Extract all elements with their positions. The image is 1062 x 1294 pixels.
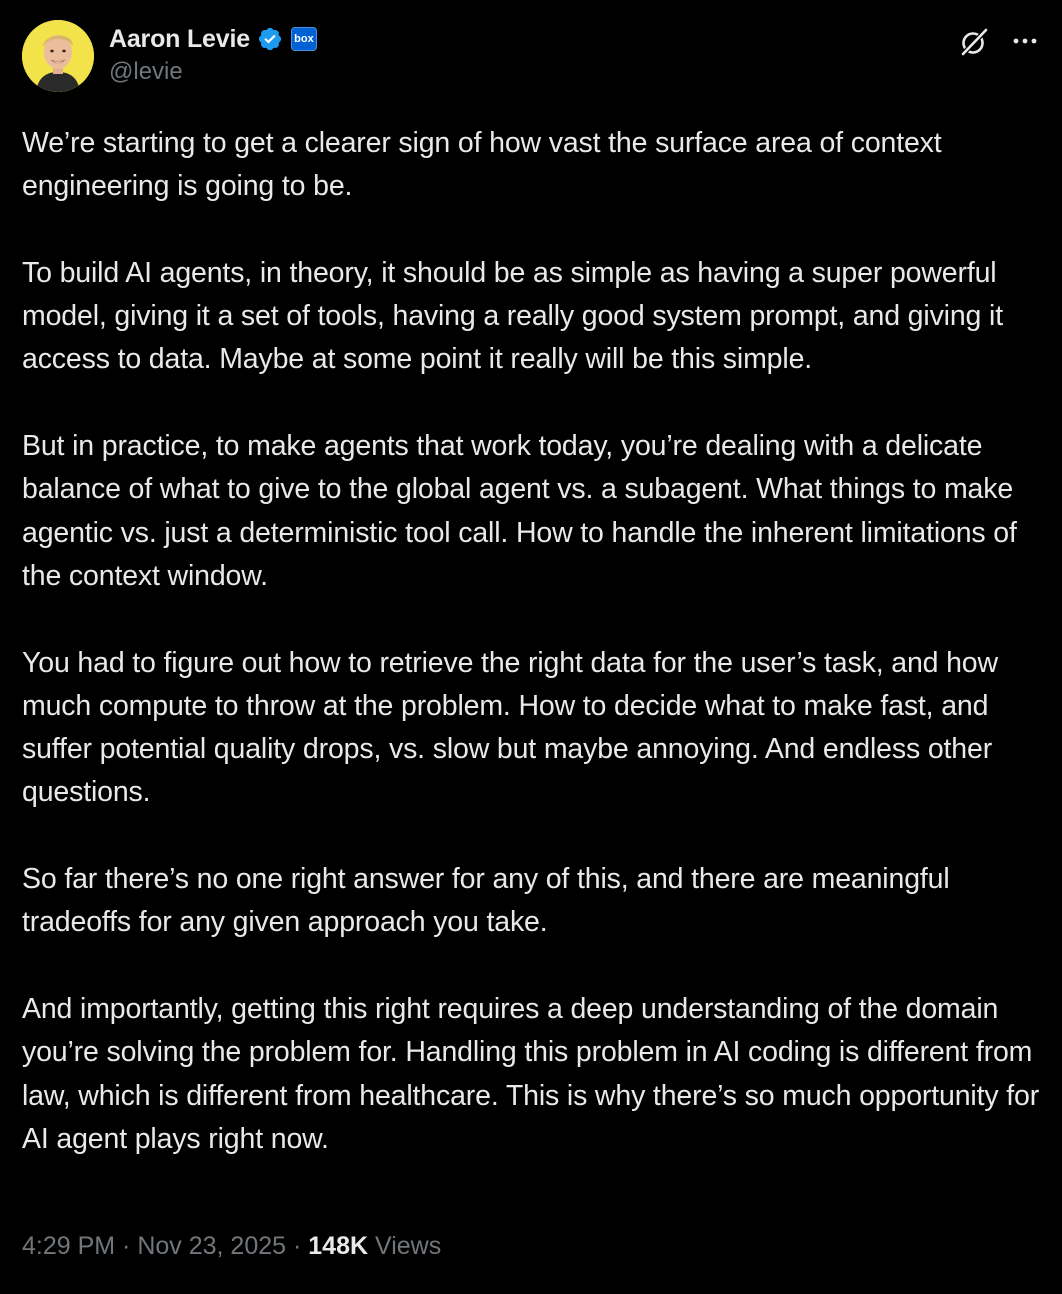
tweet-paragraph: And importantly, getting this right requires a deep understanding of the domain you’re solving the problem for. Handling this problem in AI coding is different from law, which is different from healthcare. This is why there’s so much opportunity for AI agent plays right now.: [22, 992, 1040, 1155]
meta-separator: ·: [286, 1232, 309, 1260]
name-row: [109, 22, 317, 56]
author-handle[interactable]: @levie: [109, 58, 183, 85]
meta-separator: ·: [115, 1232, 138, 1260]
more-options-icon[interactable]: [1010, 26, 1040, 56]
tweet-time[interactable]: 4:29 PM: [22, 1232, 116, 1260]
tweet-paragraph: But in practice, to make agents that work today, you’re dealing with a delicate balance of what to give to the global agent vs. a subagent. What things to make agentic vs. just a deterministic tool call. How to handle the inherent limitations of the context window.: [22, 430, 1017, 592]
grok-icon[interactable]: [958, 26, 990, 58]
views-count[interactable]: 148K: [308, 1232, 369, 1260]
tweet-meta: [22, 1232, 441, 1261]
author-display-name[interactable]: Aaron Levie: [109, 24, 250, 53]
verified-badge-icon[interactable]: [257, 26, 283, 52]
views-label: Views: [368, 1232, 442, 1260]
avatar-portrait-icon: [22, 20, 94, 92]
tweet-paragraph: You had to figure out how to retrieve the right data for the user’s task, and how much compute to throw at the problem. How to decide what to make fast, and suffer potential quality drops, vs. slow but maybe annoying. And endless other questions.: [22, 646, 998, 809]
author-info: [109, 22, 317, 86]
tweet-header: [22, 20, 1042, 96]
tweet-paragraph: To build AI agents, in theory, it should be as simple as having a super powerful model, giving it a set of tools, having a really good system prompt, and giving it access to data. Maybe at some point it really will be this simple.: [22, 256, 1003, 376]
affiliate-badge-icon[interactable]: box: [291, 27, 317, 51]
tweet-paragraph: So far there’s no one right answer for any of this, and there are meaningful tradeoffs for any given approach you take.: [22, 863, 950, 939]
avatar[interactable]: [22, 20, 94, 92]
tweet-paragraph: We’re starting to get a clearer sign of how vast the surface area of context engineering is going to be.: [22, 127, 942, 203]
tweet-text: [22, 122, 1052, 1161]
tweet-date[interactable]: Nov 23, 2025: [137, 1232, 287, 1260]
